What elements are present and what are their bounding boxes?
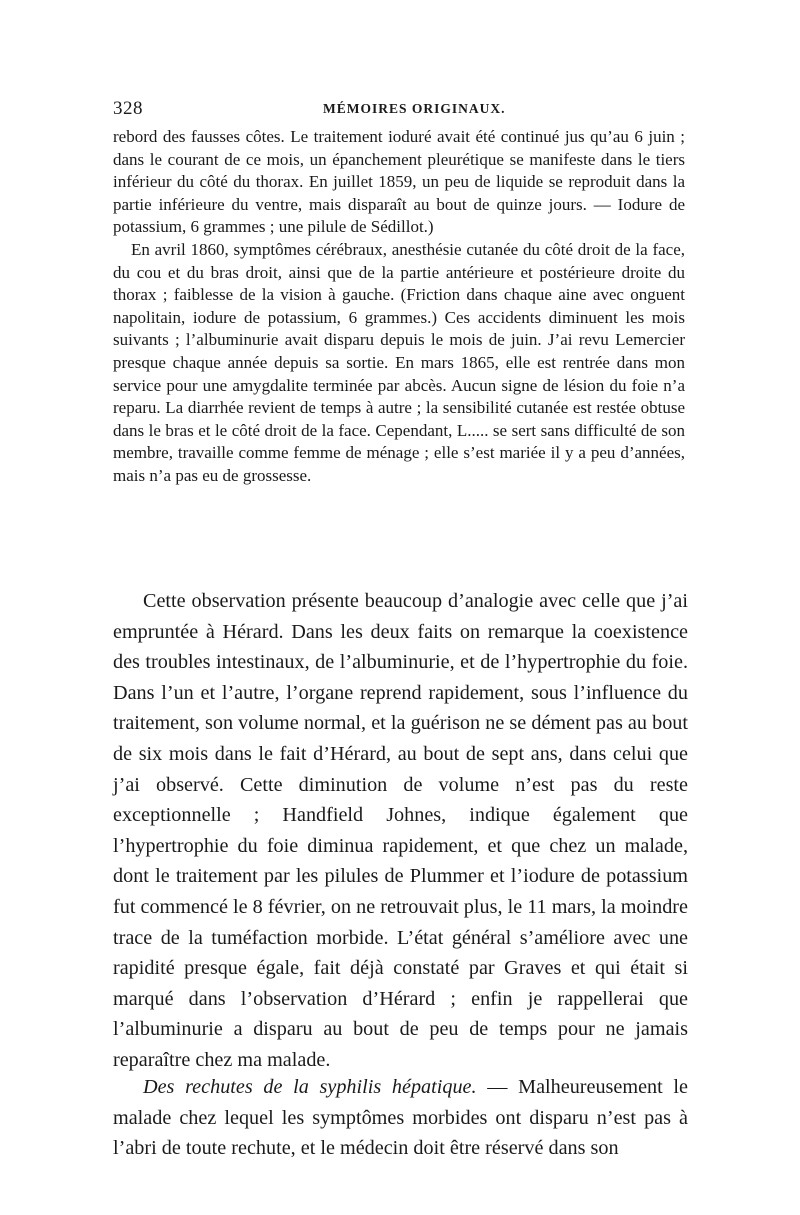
case-paragraph-2: En avril 1860, symptômes cérébraux, anesthésie cutanée du côté droit de la face, du cou et du bras droit, ainsi que de la partie antérieure et postérieure droite du thorax ; faiblesse de la vision à gauche. (Friction dans chaque aine avec onguent napolitain, iodure de potassium, 6 grammes.) Ces accidents diminuent les mois suivants ; l’albuminurie avait disparu depuis le mois de juin. J’ai revu Lemercier presque chaque année depuis sa sortie. En mars 1865, elle est rentrée dans mon service pour une amygdalite terminée par abcès. Aucun signe de lésion du foie n’a reparu. La diarrhée revient de temps à autre ; la sensibilité cutanée est restée obtuse dans le bras et le côté droit de la face. Cependant, L..... se sert sans difficulté de son membre, travaille comme femme de ménage ; elle s’est mariée il y a peu d’années, mais n’a pas eu de grossesse. [113, 239, 685, 485]
running-header [113, 98, 685, 122]
case-paragraph-1: rebord des fausses côtes. Le traitement ioduré avait été continué jus qu’au 6 juin ; dans le courant de ce mois, un épanchement pleurétique se manifeste dans le tiers inférieur du côté du thorax. En juillet 1859, un peu de liquide se reproduit dans la partie inférieure du ventre, mais disparaît au bout de quinze jours. — Iodure de potassium, 6 grammes ; une pilule de Sédillot.) [113, 127, 685, 237]
section-run-in-heading: Des rechutes de la syphilis hépatique. [143, 1076, 477, 1098]
relapse-paragraph [113, 1072, 688, 1164]
relapse-text: — Malheureusement le malade chez lequel les symptômes morbides ont disparu n’est pas à l’abri de toute rechute, et le médecin doit être réservé dans son [113, 1076, 688, 1160]
page-number: 328 [113, 98, 143, 119]
commentary-paragraph: Cette observation présente beaucoup d’analogie avec celle que j’ai empruntée à Hérard. Dans les deux faits on remarque la coexistence des troubles intestinaux, de l’albuminurie, et de l’hypertrophie du foie. Dans l’un et l’autre, l’organe reprend rapidement, sous l’influence du traitement, son volume normal, et la guérison ne se dément pas au bout de six mois dans le fait d’Hérard, au bout de sept ans, dans celui que j’ai observé. Cette diminution de volume n’est pas du reste exceptionnelle ; Handfield Johnes, indique également que l’hypertrophie du foie diminua rapidement, et que chez un malade, dont le traitement par les pilules de Plummer et l’iodure de potassium fut commencé le 8 février, on ne retrouvait plus, le 11 mars, la moindre trace de la tuméfaction morbide. L’état général s’améliore avec une rapidité presque égale, fait déjà constaté par Graves et qui était si marqué dans l’observation d’Hérard ; enfin je rappellerai que l’albuminurie a disparu au bout de peu de temps pour ne jamais reparaître chez ma malade. [113, 590, 688, 1071]
case-notes-block [113, 126, 685, 488]
running-title: MÉMOIRES ORIGINAUX. [323, 101, 506, 116]
